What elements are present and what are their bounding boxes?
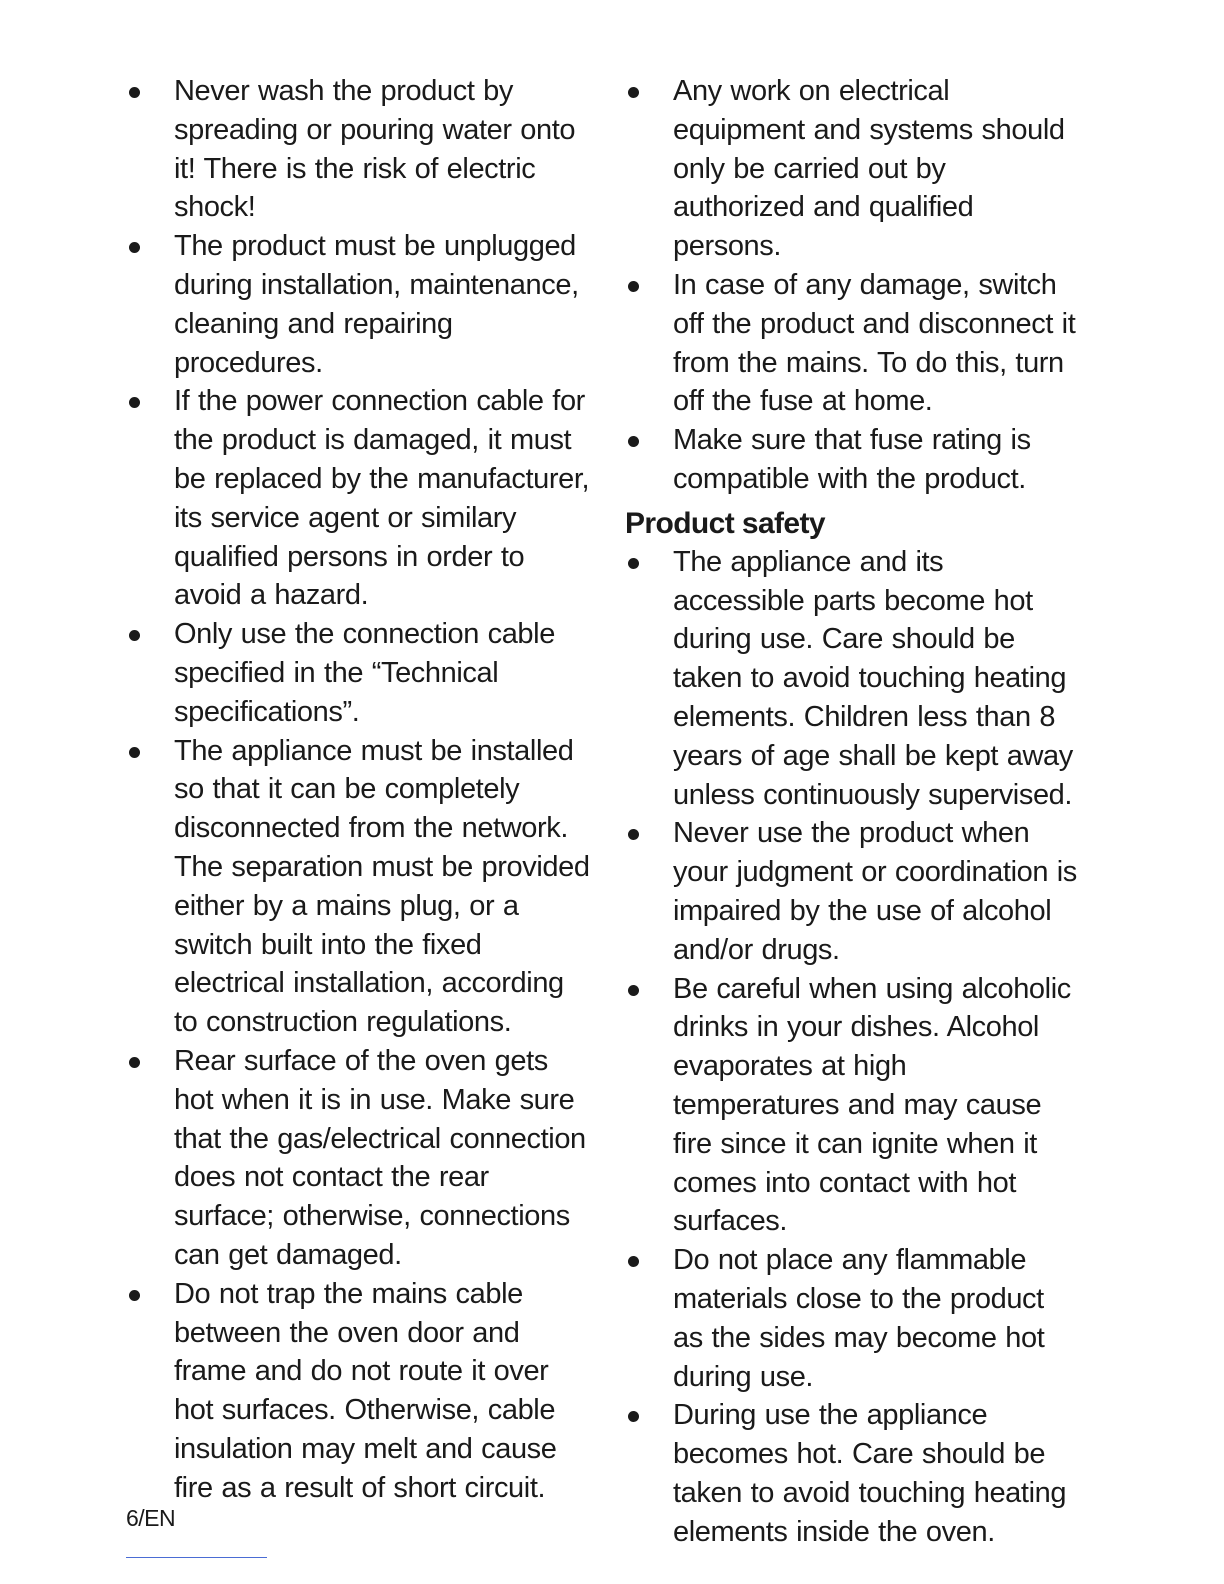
- list-item-text: Do not place any flammable materials close to the product as the sides may become hot during use.: [673, 1244, 1045, 1393]
- safety-list-product-safety: [625, 543, 1095, 1552]
- list-item: [625, 72, 1095, 266]
- list-item-text: The appliance and its accessible parts become hot during use. Care should be taken to avoid touching heating elements. Children less than 8 years of age shall be kept away unless continuously supervised.: [673, 545, 1073, 811]
- list-item-text: Be careful when using alcoholic drinks in your dishes. Alcohol evaporates at high temperatures and may cause fire since it can ignite when it comes into contact with hot surfaces.: [673, 972, 1071, 1238]
- left-column: [126, 72, 606, 1507]
- list-item: [126, 1042, 606, 1275]
- list-item: [126, 1275, 606, 1508]
- list-item: [625, 1396, 1095, 1551]
- list-item: [625, 814, 1095, 969]
- list-item: [126, 615, 606, 731]
- bullet-icon: [628, 1411, 639, 1422]
- list-item: [126, 382, 606, 615]
- list-item: [625, 266, 1095, 421]
- list-item-text: Never wash the product by spreading or pouring water onto it! There is the risk of electric shock!: [174, 75, 576, 224]
- bullet-icon: [129, 1057, 140, 1068]
- safety-list-left: [126, 72, 606, 1507]
- list-item: [126, 227, 606, 382]
- list-item-text: Any work on electrical equipment and systems should only be carried out by authorized and qualified persons.: [673, 75, 1065, 263]
- bullet-icon: [129, 87, 140, 98]
- bullet-icon: [628, 281, 639, 292]
- right-column: [625, 72, 1095, 1551]
- bullet-icon: [628, 1256, 639, 1267]
- safety-list-right-top: [625, 72, 1095, 499]
- list-item-text: The product must be unplugged during installation, maintenance, cleaning and repairing procedures.: [174, 230, 579, 379]
- bullet-icon: [628, 985, 639, 996]
- list-item: [126, 732, 606, 1042]
- list-item-text: During use the appliance becomes hot. Care should be taken to avoid touching heating elements inside the oven.: [673, 1399, 1067, 1548]
- bullet-icon: [129, 1290, 140, 1301]
- list-item-text: Make sure that fuse rating is compatible with the product.: [673, 424, 1031, 495]
- bullet-icon: [628, 436, 639, 447]
- bullet-icon: [129, 747, 140, 758]
- list-item: [625, 543, 1095, 815]
- list-item: [126, 72, 606, 227]
- list-item: [625, 421, 1095, 499]
- list-item-text: Do not trap the mains cable between the oven door and frame and do not route it over hot surfaces. Otherwise, cable insulation may melt and cause fire as a result of short circuit.: [174, 1277, 557, 1504]
- list-item: [625, 970, 1095, 1242]
- list-item-text: In case of any damage, switch off the product and disconnect it from the mains. To do this, turn off the fuse at home.: [673, 268, 1076, 418]
- list-item-text: If the power connection cable for the product is damaged, it must be replaced by the manufacturer, its service agent or similary qualified persons in order to avoid a hazard.: [174, 385, 590, 612]
- list-item-text: The appliance must be installed so that it can be completely disconnected from the network. The separation must be provided either by a mains plug, or a switch built into the fixed electrical installation, according to construction regulations.: [174, 734, 590, 1039]
- bullet-icon: [628, 558, 639, 569]
- list-item-text: Only use the connection cable specified in the “Technical specifications”.: [174, 618, 555, 728]
- list-item-text: Never use the product when your judgment or coordination is impaired by the use of alcohol and/or drugs.: [673, 817, 1077, 966]
- bullet-icon: [129, 630, 140, 641]
- footer-divider: [126, 1557, 267, 1558]
- list-item-text: Rear surface of the oven gets hot when it is in use. Make sure that the gas/electrical connection does not contact the rear surface; otherwise, connections can get damaged.: [174, 1044, 586, 1271]
- bullet-icon: [628, 829, 639, 840]
- page-number: 6/EN: [126, 1505, 176, 1531]
- bullet-icon: [628, 87, 639, 98]
- bullet-icon: [129, 397, 140, 408]
- list-item: [625, 1241, 1095, 1396]
- bullet-icon: [129, 242, 140, 253]
- section-heading-product-safety: Product safety: [625, 506, 825, 540]
